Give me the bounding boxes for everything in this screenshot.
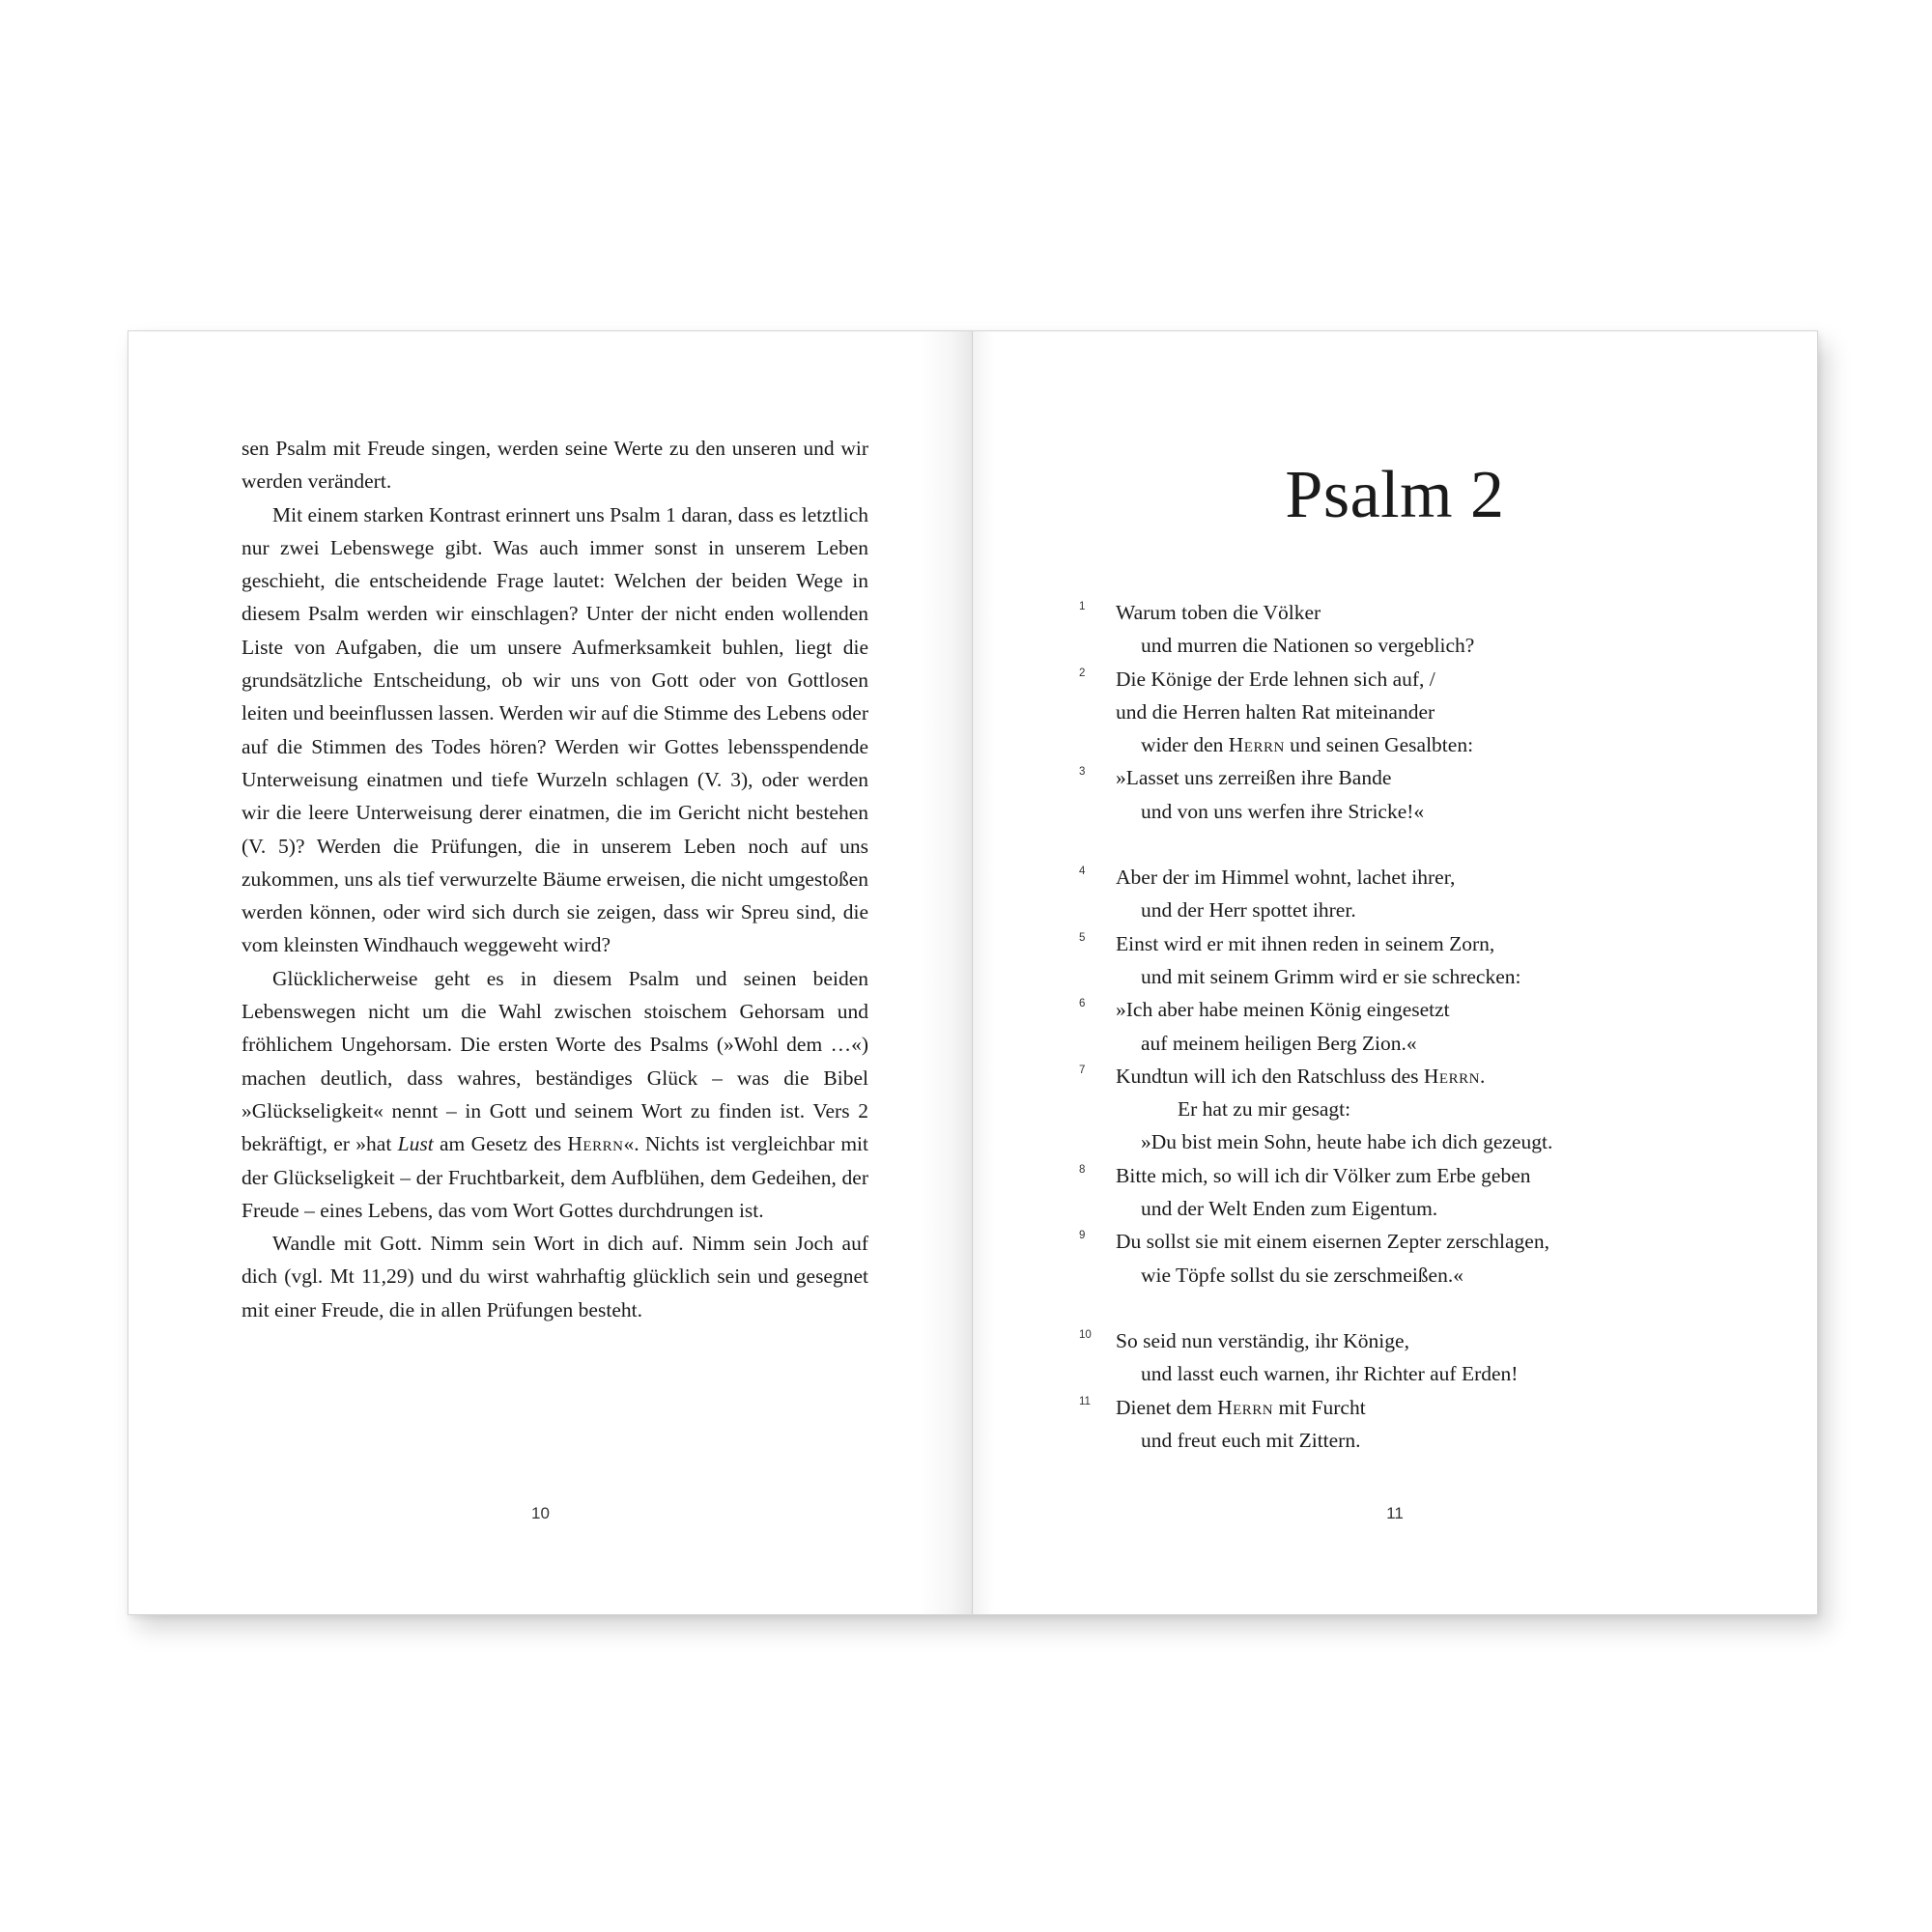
text-segment: und mit seinem Grimm wird er sie schrecken: [1141,964,1521,988]
verse-line [1079,993,1755,1026]
verse-line [1079,927,1755,960]
text-segment: und die Herren halten Rat miteinander [1116,699,1435,724]
text-segment: »Lasset uns zerreißen ihre Bande [1116,766,1392,790]
stanza-break [1079,828,1755,861]
verse-line [1079,1125,1755,1158]
paragraph [242,1227,868,1326]
verse-line [1079,629,1755,662]
text-segment: Bitte mich, so will ich dir Völker zum Erbe geben [1116,1163,1531,1187]
text-segment: «. Nichts ist vergleichbar mit der Glückseligkeit – der Fruchtbarkeit, dem Aufblühen, dem Gedeihen, der Freude – eines Lebens, das vom Wort Gottes durchdrungen ist. [242,1132,869,1222]
text-segment: und der Herr spottet ihrer. [1141,898,1356,923]
verse-number: 6 [1079,998,1086,1010]
verse-line [1079,1259,1755,1292]
verse-number: 8 [1079,1163,1086,1176]
text-segment: Wandle mit Gott. Nimm sein Wort in dich auf. Nimm sein Joch auf dich (vgl. Mt 11,29) und du wirst wahrhaftig glücklich sein und gesegnet mit einer Freude, die in allen Prüfungen besteht. [242,1232,868,1321]
verse-line [1079,761,1755,794]
verse-line [1079,696,1755,728]
verse-line [1079,861,1755,894]
text-segment: Kundtun will ich den Ratschluss des [1116,1064,1424,1088]
stanza [1079,596,1755,828]
book-spread [128,330,1818,1615]
stanza [1079,1324,1755,1457]
psalm-title: Psalm 2 [1285,458,1505,532]
verse-line [1079,1192,1755,1225]
verse-line [1079,596,1755,629]
text-segment: und von uns werfen ihre Stricke!« [1141,799,1425,823]
text-segment: Er hat zu mir gesagt: [1178,1097,1351,1122]
verse-number: 5 [1079,931,1086,944]
verse-line [1079,1027,1755,1060]
verse-line [1079,1093,1755,1125]
stanza-break [1079,1292,1755,1324]
psalm-verses [1079,596,1755,1457]
text-segment: »Du bist mein Sohn, heute habe ich dich gezeugt. [1141,1130,1553,1154]
text-segment: und lasst euch warnen, ihr Richter auf Erden! [1141,1362,1519,1386]
verse-line [1079,795,1755,828]
text-segment: . [1479,1064,1486,1088]
text-segment: wie Töpfe sollst du sie zerschmeißen.« [1141,1263,1463,1287]
verse-line [1079,1060,1755,1093]
text-segment: Warum toben die Völker [1116,601,1321,624]
right-page [973,331,1817,1614]
verse-number: 7 [1079,1064,1086,1076]
paragraph [242,498,868,962]
verse-number: 9 [1079,1230,1086,1242]
verse-line [1079,894,1755,926]
verse-line [1079,1324,1755,1357]
text-segment: Glücklicherweise geht es in diesem Psalm und seinen beiden Lebenswegen nicht um die Wahl zwischen stoischem Gehorsam und fröhlichem Ungehorsam. Die ersten Worte des Psalms (»Wohl dem …«) machen deutlich, dass wahres, beständiges Glück – was die Bibel »Glückseligkeit« nennt – in Gott und seinem Wort zu finden ist. Vers 2 bekräftigt, er »hat [242,966,868,1156]
left-page [128,331,972,1614]
verse-line [1079,728,1755,761]
text-segment: wider den [1141,733,1229,757]
text-segment: und seinen Gesalbten: [1284,733,1474,757]
text-segment: Die Könige der Erde lehnen sich auf, / [1116,667,1435,691]
text-segment: und der Welt Enden zum Eigentum. [1141,1197,1438,1221]
text-segment: »Ich aber habe meinen König eingesetzt [1116,998,1450,1022]
verse-number: 2 [1079,667,1086,679]
page-number-left: 10 [531,1504,550,1522]
text-segment: Dienet dem [1116,1395,1218,1419]
verse-line [1079,663,1755,696]
verse-number: 3 [1079,766,1086,779]
text-segment: und freut euch mit Zittern. [1141,1428,1361,1452]
verse-line [1079,960,1755,993]
paragraph [242,962,868,1227]
small-caps-text: Herrn [1423,1064,1480,1088]
verse-line [1079,1225,1755,1258]
text-segment: So seid nun verständig, ihr Könige, [1116,1328,1409,1352]
verse-line [1079,1357,1755,1390]
italic-text: Lust [397,1132,434,1156]
verse-number: 10 [1079,1328,1092,1341]
text-segment: Einst wird er mit ihnen reden in seinem Zorn, [1116,931,1495,955]
verse-number: 4 [1079,866,1086,878]
page-number-right: 11 [1386,1504,1404,1522]
small-caps-text: Herrn [1217,1395,1274,1419]
gutter-shadow [919,331,972,1614]
text-segment: sen Psalm mit Freude singen, werden seine Werte zu den unseren und wir werden verändert. [242,437,868,494]
stanza [1079,861,1755,1292]
verse-line [1079,1391,1755,1424]
text-segment: mit Furcht [1273,1395,1366,1419]
text-segment: und murren die Nationen so vergeblich? [1141,634,1475,658]
text-segment: Mit einem starken Kontrast erinnert uns Psalm 1 daran, dass es letztlich nur zwei Lebenswege gibt. Was auch immer sonst in unserem Leben geschieht, die entscheidende Frage lautet: Welchen der beiden Wege in diesem Psalm werden wir einschlagen? Unter der nicht enden wollenden Liste von Aufgaben, die um unsere Aufmerksamkeit buhlen, liegt die grundsätzliche Entscheidung, ob wir uns von Gott oder von Gottlosen leiten und beeinflussen lassen. Werden wir auf die Stimme des Lebens oder auf die Stimmen des Todes hören? Werden wir Gottes lebensspendende Unterweisung einatmen und tiefe Wurzeln schlagen (V. 3), oder werden wir die leere Unterweisung derer einatmen, die im Gericht nicht bestehen (V. 5)? Werden die Prüfungen, die in unserem Leben noch auf uns zukommen, uns als tief verwurzelte Bäume erweisen, die nicht umgestoßen werden können, oder wird sich durch sie zeigen, dass wir Spreu sind, die vom kleinsten Windhauch weggeweht wird? [242,502,868,957]
text-segment: Aber der im Himmel wohnt, lachet ihrer, [1116,866,1456,890]
verse-number: 11 [1079,1395,1091,1407]
verse-line [1079,1159,1755,1192]
text-segment: am Gesetz des [433,1132,568,1156]
text-segment: Du sollst sie mit einem eisernen Zepter zerschlagen, [1116,1230,1549,1254]
verse-line [1079,1424,1755,1457]
small-caps-text: Herrn [1228,733,1285,757]
text-segment: auf meinem heiligen Berg Zion.« [1141,1031,1417,1055]
left-page-text [242,432,868,1326]
small-caps-text: Herrn [567,1132,624,1156]
verse-number: 1 [1079,601,1086,612]
paragraph [242,432,868,498]
